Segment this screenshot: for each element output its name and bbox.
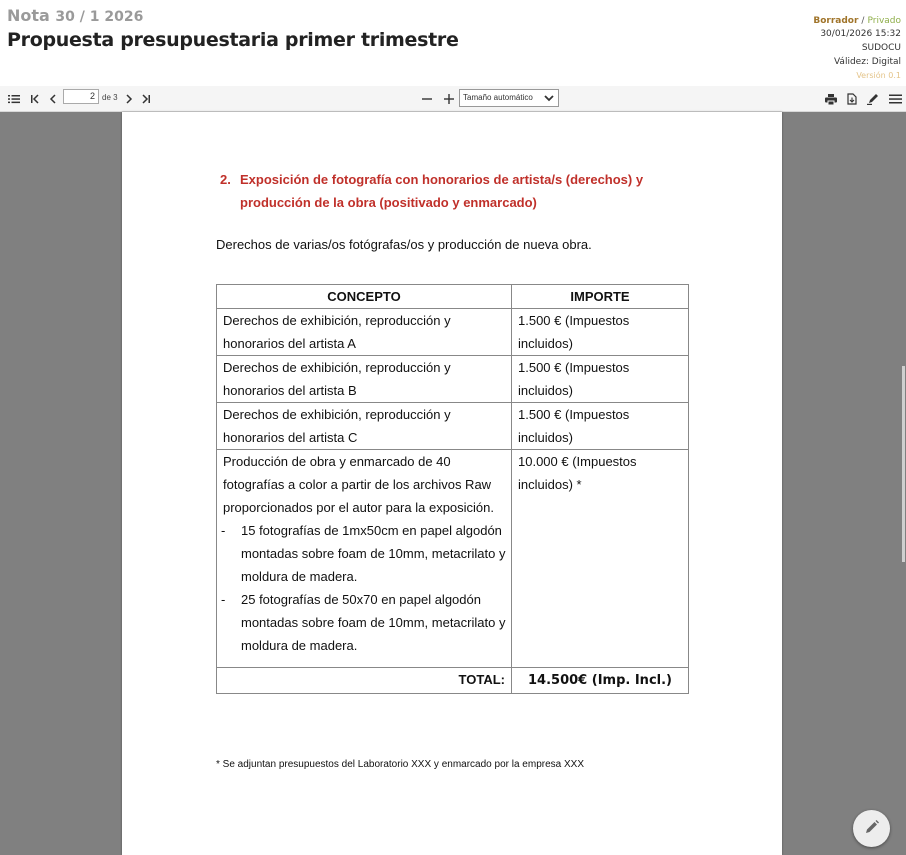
- amount-cell: 1.500 € (Impuestos incluidos): [512, 309, 689, 356]
- column-header-concept: CONCEPTO: [217, 285, 512, 309]
- note-identifier: [7, 6, 143, 25]
- bullet-text: 25 fotografías de 50x70 en papel algodón montadas sobre foam de 10mm, metacrilato y moldura de madera.: [241, 592, 506, 653]
- chevron-down-icon: [544, 90, 554, 111]
- note-version: Versión 0.1: [856, 71, 901, 80]
- status-badge: Borrador: [813, 16, 859, 26]
- menu-icon[interactable]: [886, 90, 904, 108]
- status-separator: /: [861, 16, 865, 26]
- column-header-amount: IMPORTE: [512, 285, 689, 309]
- table-header-row: [217, 285, 689, 309]
- note-metadata: [813, 15, 901, 83]
- edit-button[interactable]: [853, 810, 890, 847]
- footnote: * Se adjuntan presupuestos del Laboratorio XXX y enmarcado por la empresa XXX: [216, 759, 584, 770]
- pdf-viewer[interactable]: [0, 112, 906, 855]
- concept-cell: [217, 450, 512, 668]
- pencil-icon: [865, 820, 879, 838]
- note-validity: Válidez: Digital: [833, 57, 901, 67]
- zoom-select[interactable]: [459, 89, 559, 107]
- pdf-page: [122, 112, 782, 855]
- print-icon[interactable]: [822, 90, 840, 108]
- last-page-icon[interactable]: [137, 90, 155, 108]
- scrollbar[interactable]: [902, 366, 905, 562]
- concept-cell: Derechos de exhibición, reproducción y honorarios del artista B: [217, 356, 512, 403]
- note-label: Nota: [7, 6, 50, 25]
- list-item: [223, 519, 506, 588]
- bullet-text: 15 fotografías de 1mx50cm en papel algodón montadas sobre foam de 10mm, metacrilato y moldura de madera.: [241, 523, 506, 584]
- bullet-marker: -: [221, 523, 226, 538]
- amount-cell: 1.500 € (Impuestos incluidos): [512, 356, 689, 403]
- page-title: Propuesta presupuestaria primer trimestre: [7, 29, 459, 51]
- total-value: 14.500€ (Imp. Incl.): [512, 668, 689, 694]
- budget-table: [216, 284, 689, 694]
- table-row: [217, 309, 689, 356]
- table-row: [217, 403, 689, 450]
- download-icon[interactable]: [843, 90, 861, 108]
- page-count-label: de 3: [102, 93, 118, 102]
- production-description: Producción de obra y enmarcado de 40 fotografías a color a partir de los archivos Raw proporcionados por el autor para la exposición.: [223, 454, 495, 515]
- zoom-select-value: Tamaño automático: [463, 93, 533, 102]
- next-page-icon[interactable]: [120, 90, 138, 108]
- previous-page-icon[interactable]: [44, 90, 62, 108]
- section-title: Exposición de fotografía con honorarios de artista/s (derechos) y producción de la obra (positivado y enmarcado): [240, 172, 644, 210]
- section-number: 2.: [220, 172, 231, 187]
- section-intro: Derechos de varias/os fotógrafas/os y producción de nueva obra.: [216, 237, 592, 252]
- zoom-out-icon[interactable]: [418, 90, 436, 108]
- first-page-icon[interactable]: [26, 90, 44, 108]
- visibility-badge: Privado: [867, 16, 901, 26]
- note-header: [0, 0, 906, 86]
- note-organization: SUDOCU: [861, 43, 901, 53]
- table-row: [217, 356, 689, 403]
- table-row-production: [217, 450, 689, 668]
- annotate-icon[interactable]: [864, 90, 882, 108]
- amount-cell: 10.000 € (Impuestos incluidos) *: [512, 450, 689, 668]
- concept-cell: Derechos de exhibición, reproducción y honorarios del artista A: [217, 309, 512, 356]
- concept-cell: Derechos de exhibición, reproducción y honorarios del artista C: [217, 403, 512, 450]
- sidebar-toggle-icon[interactable]: [5, 90, 23, 108]
- total-label: TOTAL:: [217, 668, 512, 694]
- page-number-input[interactable]: 2: [63, 89, 99, 104]
- bullet-marker: -: [221, 592, 226, 607]
- list-item: [223, 588, 506, 657]
- amount-cell: 1.500 € (Impuestos incluidos): [512, 403, 689, 450]
- pdf-toolbar: [0, 86, 906, 112]
- note-number: 30 / 1 2026: [55, 9, 144, 25]
- table-total-row: [217, 668, 689, 694]
- note-datetime: 30/01/2026 15:32: [820, 29, 901, 39]
- zoom-in-icon[interactable]: [440, 90, 458, 108]
